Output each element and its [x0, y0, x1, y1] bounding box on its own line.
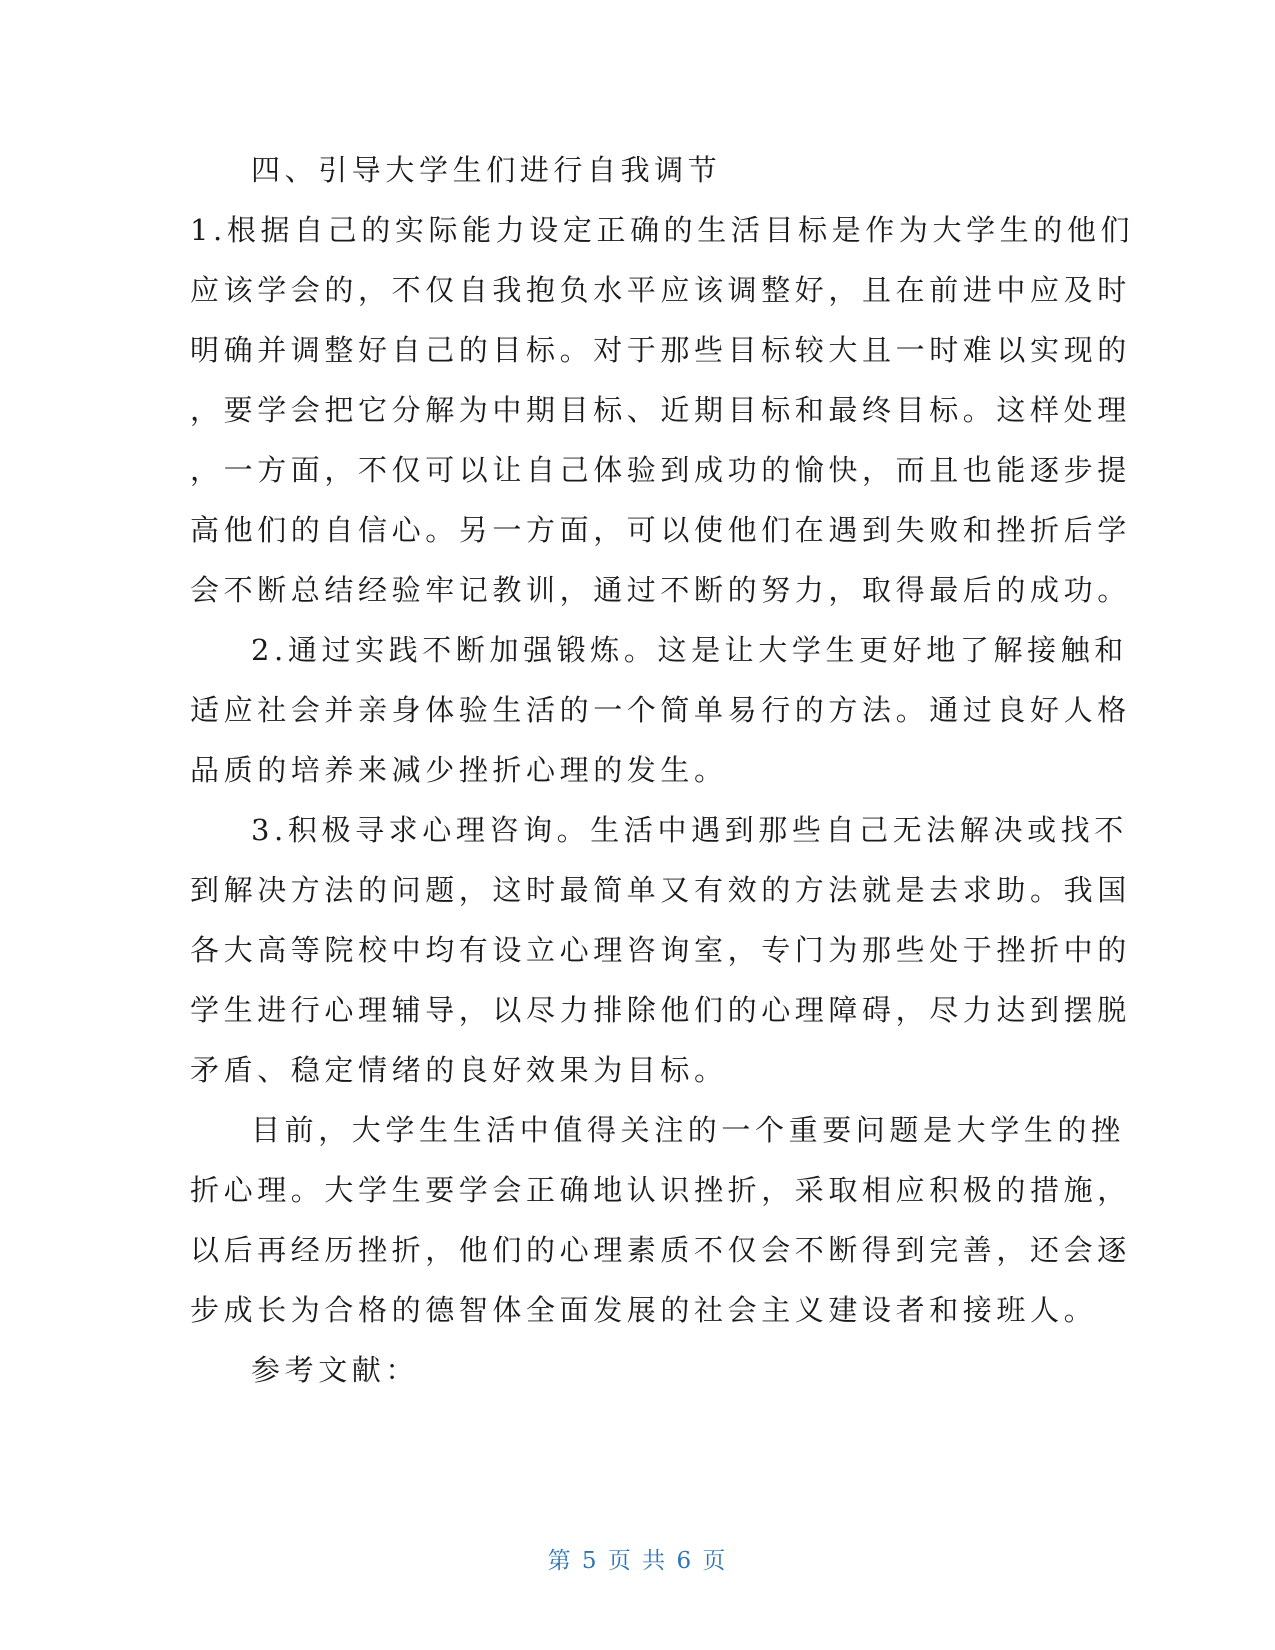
- paragraph-1-line-4: ，要学会把它分解为中期目标、近期目标和最终目标。这样处理: [190, 393, 1131, 427]
- paragraph-1-line-7: 会不断总结经验牢记教训，通过不断的努力，取得最后的成功。: [190, 573, 1131, 607]
- document-body: [190, 140, 1135, 1400]
- references-heading: 参考文献：: [251, 1353, 420, 1387]
- paragraph-2-line-1: 2.通过实践不断加强锻炼。这是让大学生更好地了解接触和: [251, 633, 1128, 667]
- page-number-footer: 第 5 页 共 6 页: [547, 1548, 728, 1574]
- paragraph-2-line-3: 品质的培养来减少挫折心理的发生。: [190, 753, 728, 787]
- paragraph-3-line-3: 各大高等院校中均有设立心理咨询室，专门为那些处于挫折中的: [190, 933, 1131, 967]
- paragraph-1-line-2: 应该学会的，不仅自我抱负水平应该调整好，且在前进中应及时: [190, 273, 1131, 307]
- paragraph-4-line-3: 以后再经历挫折，他们的心理素质不仅会不断得到完善，还会逐: [190, 1233, 1131, 1267]
- paragraph-3-line-4: 学生进行心理辅导，以尽力排除他们的心理障碍，尽力达到摆脱: [190, 993, 1131, 1027]
- paragraph-2-line-2: 适应社会并亲身体验生活的一个简单易行的方法。通过良好人格: [190, 693, 1131, 727]
- paragraph-3-line-2: 到解决方法的问题，这时最简单又有效的方法就是去求助。我国: [190, 873, 1131, 907]
- paragraph-3-line-1: 3.积极寻求心理咨询。生活中遇到那些自己无法解决或找不: [251, 813, 1128, 847]
- paragraph-1-line-1: 1.根据自己的实际能力设定正确的生活目标是作为大学生的他们: [190, 213, 1135, 247]
- paragraph-1-line-5: ，一方面，不仅可以让自己体验到成功的愉快，而且也能逐步提: [190, 453, 1131, 487]
- paragraph-4-line-4: 步成长为合格的德智体全面发展的社会主义建设者和接班人。: [190, 1293, 1098, 1327]
- paragraph-4-line-1: 目前，大学生生活中值得关注的一个重要问题是大学生的挫: [251, 1113, 1125, 1147]
- section-heading: 四、引导大学生们进行自我调节: [251, 153, 722, 187]
- paragraph-4-line-2: 折心理。大学生要学会正确地认识挫折，采取相应积极的措施，: [190, 1173, 1131, 1207]
- paragraph-1-line-6: 高他们的自信心。另一方面，可以使他们在遇到失败和挫折后学: [190, 513, 1131, 547]
- paragraph-1-line-3: 明确并调整好自己的目标。对于那些目标较大且一时难以实现的: [190, 333, 1131, 367]
- paragraph-3-line-5: 矛盾、稳定情绪的良好效果为目标。: [190, 1053, 728, 1087]
